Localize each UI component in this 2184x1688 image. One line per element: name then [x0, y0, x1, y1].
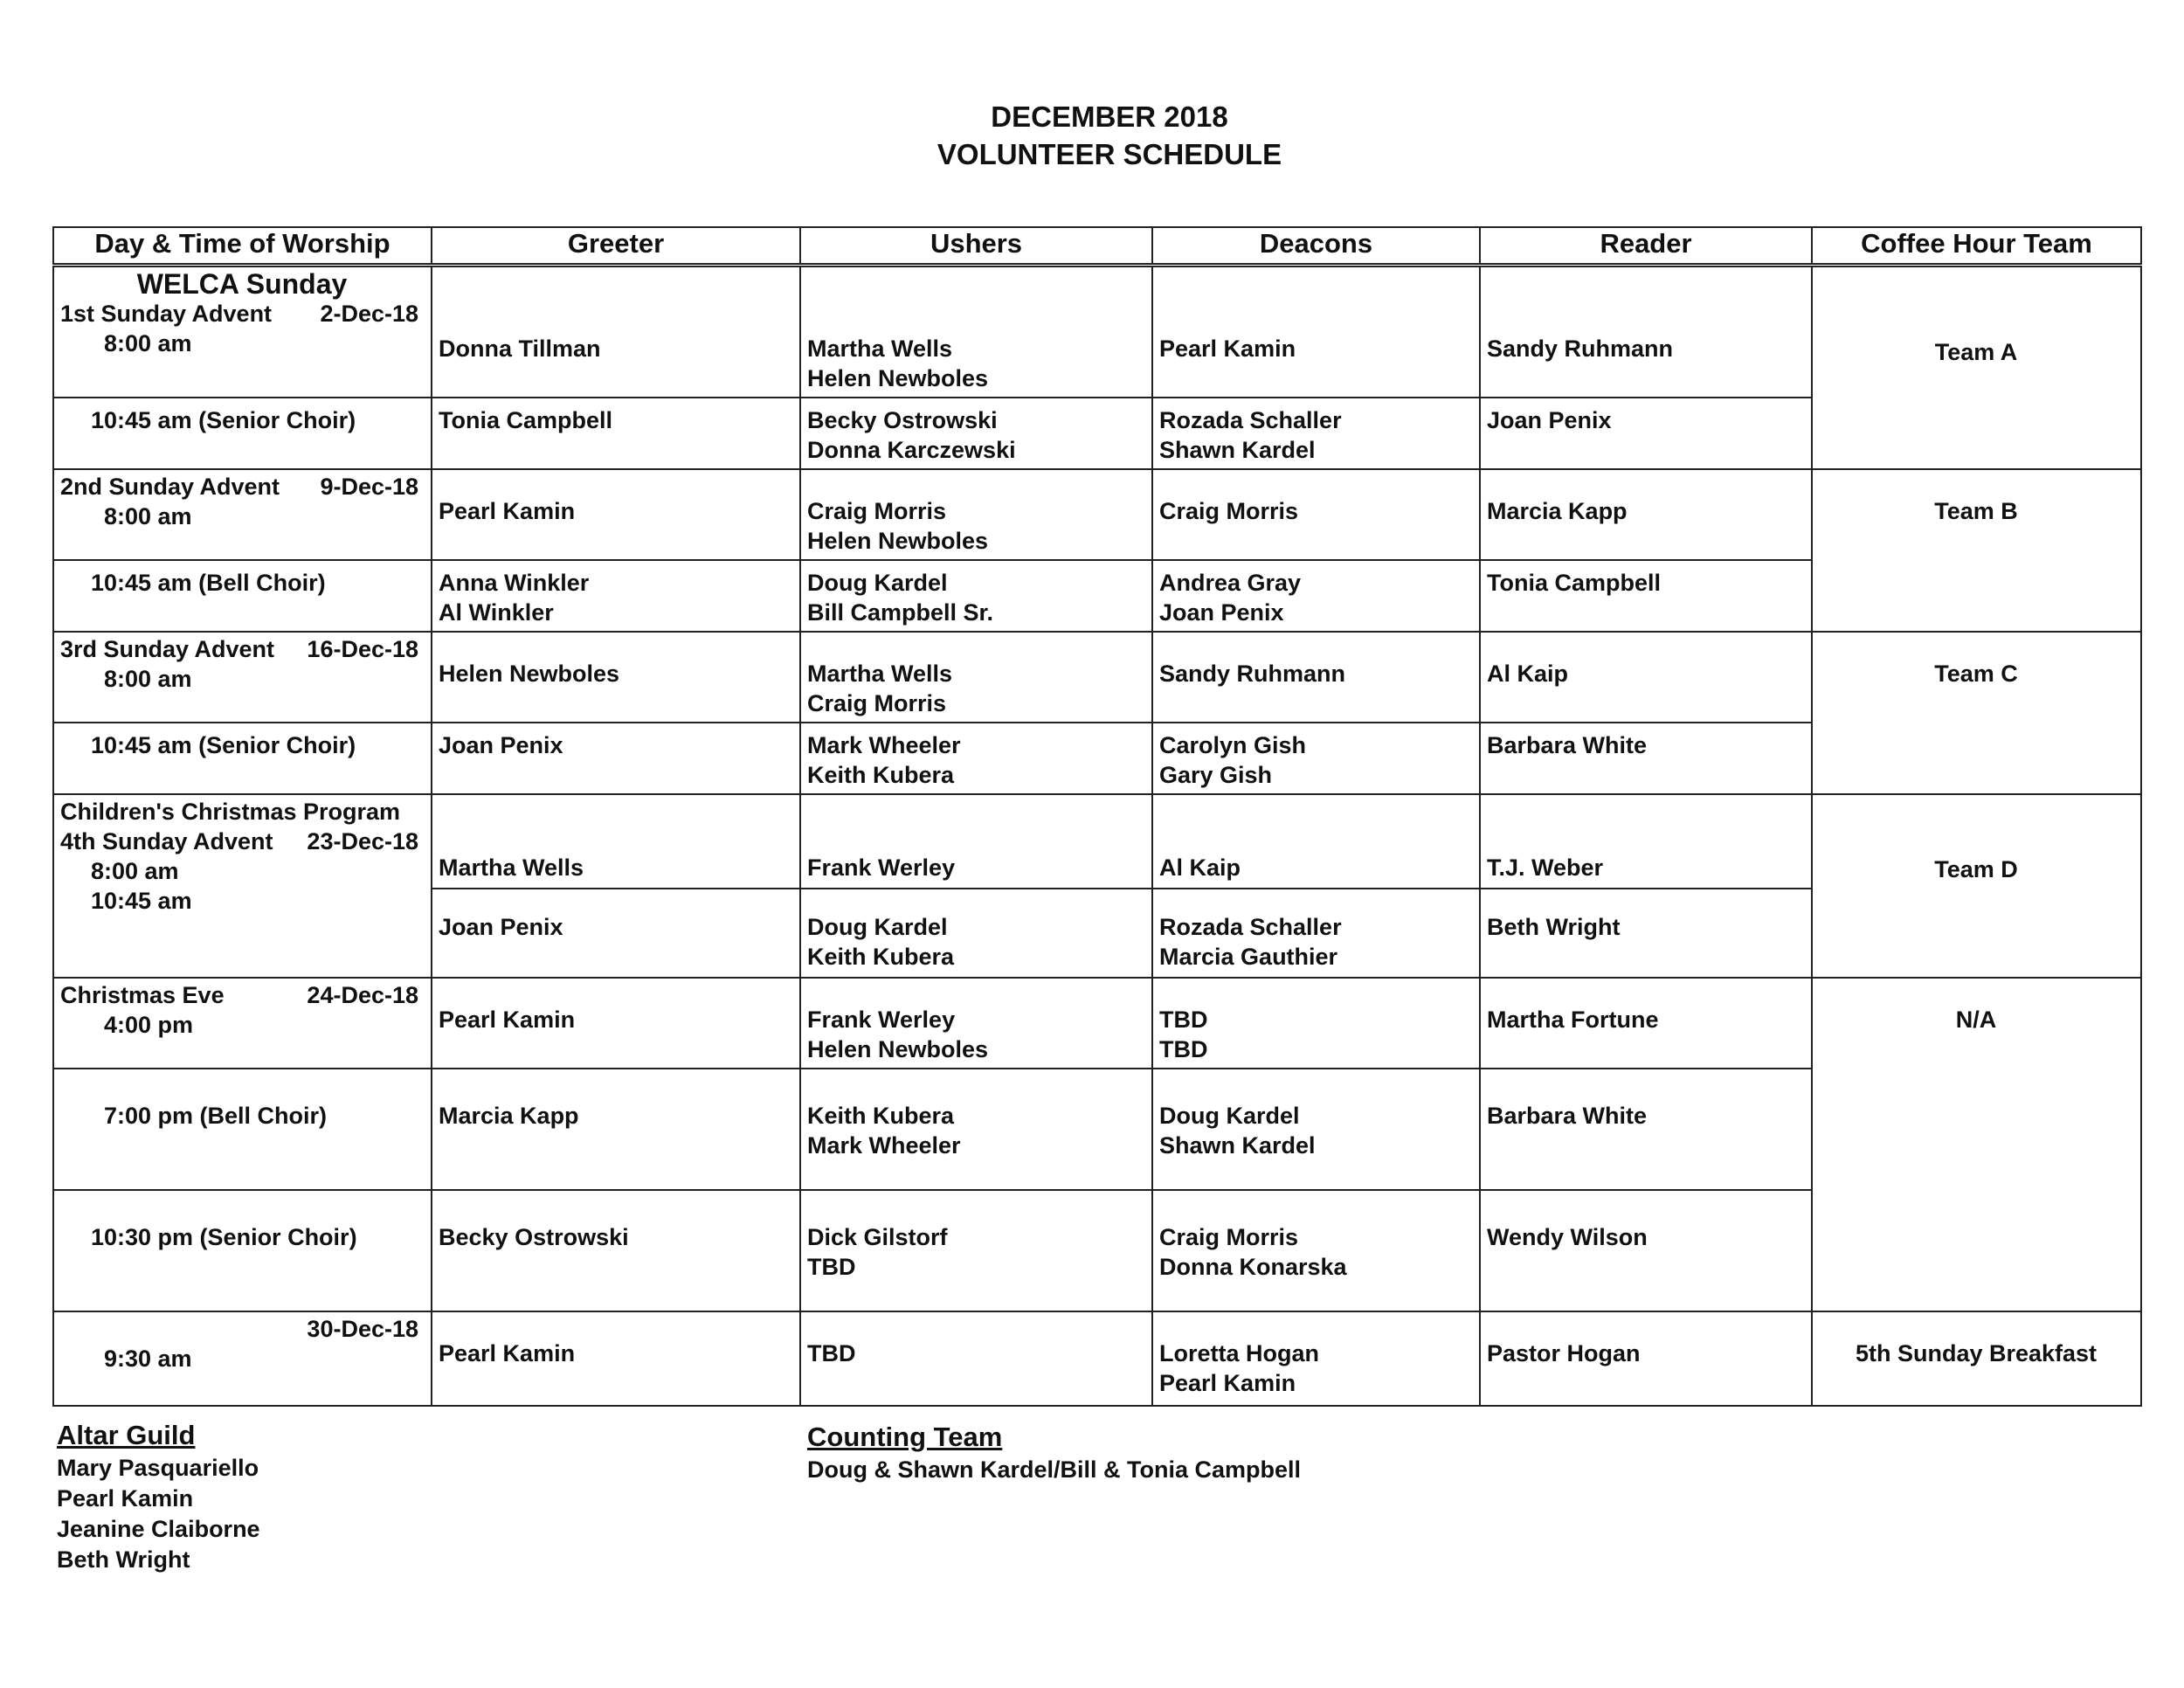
service-time: 7:00 pm (Bell Choir): [104, 1103, 328, 1129]
service-label-top: Children's Christmas Program: [60, 799, 401, 825]
service-name: 3rd Sunday Advent: [60, 636, 275, 662]
table-row: 2nd Sunday Advent 9-Dec-18 8:00 am Pearl Kamin Craig Morris Helen Newboles Craig Morris Marcia Kapp Team B: [53, 469, 2141, 560]
page-title: DECEMBER 2018: [991, 100, 1228, 133]
service-name: 4th Sunday Advent: [60, 828, 273, 854]
table-row: 7:00 pm (Bell Choir) Marcia Kapp Keith Kubera Mark Wheeler Doug Kardel Shawn Kardel Barbara White: [53, 1069, 2141, 1190]
altar-guild-heading: Altar Guild: [57, 1420, 196, 1450]
deacons-cell: Pearl Kamin: [1152, 266, 1480, 398]
header-row: [53, 227, 2141, 266]
service-time: 10:30 pm (Senior Choir): [91, 1224, 357, 1250]
service-time: 8:00 am: [104, 666, 192, 692]
col-header-greeter: Greeter: [432, 227, 800, 266]
altar-guild-section: [57, 1418, 260, 1575]
list-item: Pearl Kamin: [57, 1485, 194, 1512]
service-time: 9:30 am: [104, 1346, 192, 1372]
counting-team-section: [807, 1420, 1301, 1485]
table-row: [53, 266, 2141, 398]
table-row: Joan Penix Doug Kardel Keith Kubera Rozada Schaller Marcia Gauthier Beth Wright: [53, 889, 2141, 978]
list-item: Jeanine Claiborne: [57, 1516, 260, 1542]
table-row: 10:30 pm (Senior Choir) Becky Ostrowski Dick Gilstorf TBD Craig Morris Donna Konarska Wendy Wilson: [53, 1190, 2141, 1311]
service-date: 24-Dec-18: [307, 982, 418, 1008]
day-time-cell: [53, 266, 432, 398]
table-row: 10:45 am (Senior Choir) Tonia Campbell Becky Ostrowski Donna Karczewski Rozada Schaller Shawn Kardel Joan Penix: [53, 398, 2141, 469]
service-time: 4:00 pm: [104, 1012, 194, 1038]
service-date: 2-Dec-18: [320, 301, 418, 327]
table-row: Children's Christmas Program 4th Sunday Advent 23-Dec-18 8:00 am 10:45 am Martha Wells Frank Werley Al Kaip T.J. Weber Team D: [53, 794, 2141, 889]
table-row: 10:45 am (Bell Choir) Anna Winkler Al Winkler Doug Kardel Bill Campbell Sr. Andrea Gray Joan Penix Tonia Campbell: [53, 560, 2141, 632]
page-subtitle: VOLUNTEER SCHEDULE: [936, 138, 1282, 170]
col-header-coffee-hour-team: Coffee Hour Team: [1812, 227, 2141, 266]
reader-cell: Sandy Ruhmann: [1480, 266, 1812, 398]
table-row: Christmas Eve 24-Dec-18 4:00 pm Pearl Kamin Frank Werley Helen Newboles TBD TBD Martha Fortune N/A: [53, 978, 2141, 1069]
service-name: 1st Sunday Advent: [60, 301, 273, 327]
table-row: 3rd Sunday Advent 16-Dec-18 8:00 am Helen Newboles Martha Wells Craig Morris Sandy Ruhmann Al Kaip Team C: [53, 632, 2141, 723]
coffee-team-cell: Team A: [1812, 266, 2141, 470]
service-date: 16-Dec-18: [307, 636, 418, 662]
service-time: 8:00 am: [91, 858, 179, 884]
service-date: 30-Dec-18: [307, 1316, 418, 1342]
list-item: Beth Wright: [57, 1546, 190, 1573]
col-header-reader: Reader: [1480, 227, 1812, 266]
counting-team-heading: Counting Team: [807, 1422, 1003, 1452]
ushers-cell: Martha Wells Helen Newboles: [800, 266, 1152, 398]
service-time: 10:45 am (Senior Choir): [91, 732, 356, 758]
service-name: Christmas Eve: [60, 982, 225, 1008]
service-time: 10:45 am (Senior Choir): [91, 407, 356, 433]
col-header-deacons: Deacons: [1152, 227, 1480, 266]
greeter-cell: Donna Tillman: [432, 266, 800, 398]
service-time: 10:45 am: [91, 888, 192, 914]
col-header-ushers: Ushers: [800, 227, 1152, 266]
service-time: 10:45 am (Bell Choir): [91, 570, 326, 596]
service-name: 2nd Sunday Advent: [60, 474, 280, 500]
service-time: 8:00 am: [104, 330, 192, 356]
col-header-day-time: Day & Time of Worship: [53, 227, 432, 266]
volunteer-schedule-table: [52, 226, 2142, 1407]
table-row: 30-Dec-18 9:30 am Pearl Kamin TBD Loretta Hogan Pearl Kamin Pastor Hogan 5th Sunday Breakfast: [53, 1311, 2141, 1406]
service-time: 8:00 am: [104, 503, 192, 529]
list-item: Mary Pasquariello: [57, 1455, 259, 1481]
service-label-top: WELCA Sunday: [136, 268, 348, 300]
table-row: 10:45 am (Senior Choir) Joan Penix Mark Wheeler Keith Kubera Carolyn Gish Gary Gish Barbara White: [53, 723, 2141, 794]
service-date: 9-Dec-18: [320, 474, 418, 500]
service-date: 23-Dec-18: [307, 828, 418, 854]
counting-team-members: Doug & Shawn Kardel/Bill & Tonia Campbell: [807, 1456, 1302, 1483]
